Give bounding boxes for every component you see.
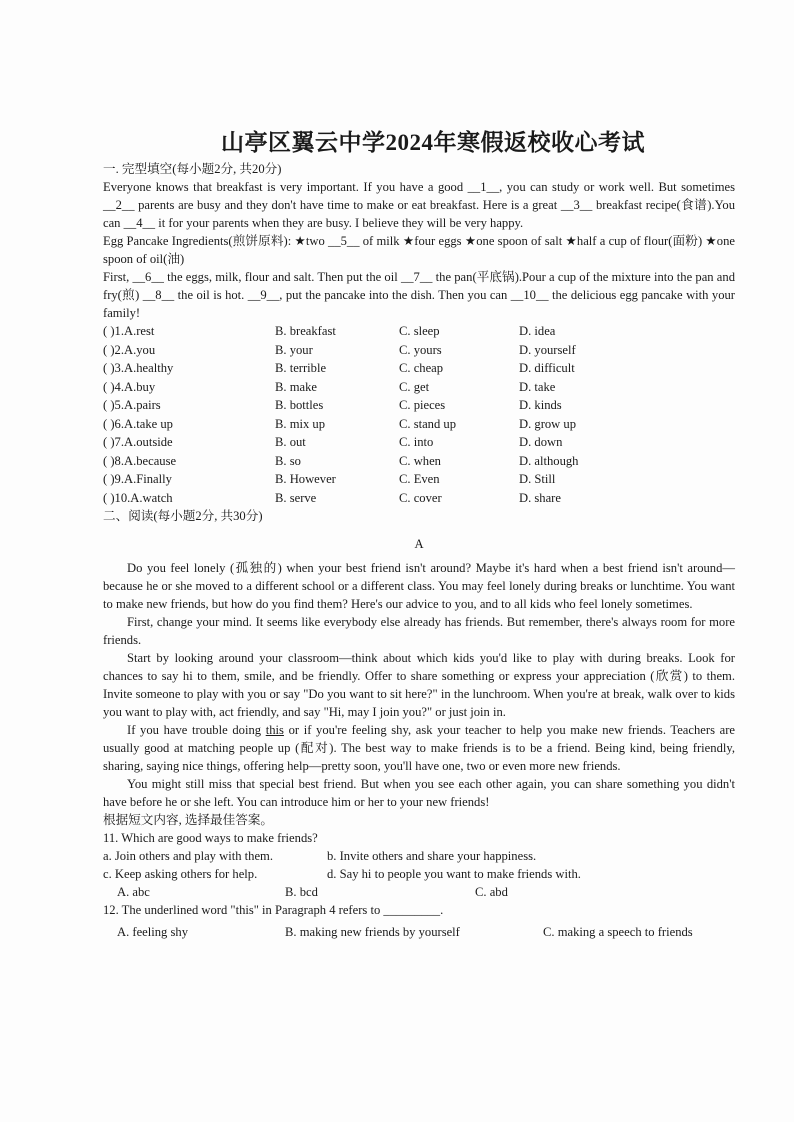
option-d: D. kinds xyxy=(519,398,562,412)
underlined-word: this xyxy=(265,723,284,737)
option-c: C. get xyxy=(399,379,430,394)
reading-passage xyxy=(103,559,735,829)
answer-a: A. feeling shy xyxy=(117,925,188,939)
option-row xyxy=(103,470,735,489)
option-b: B. breakfast xyxy=(275,324,336,338)
exam-content xyxy=(103,128,735,941)
question-instruction: 根据短文内容, 选择最佳答案。 xyxy=(103,813,274,827)
option-b: B. However xyxy=(275,472,336,486)
option-a: ( )6.A.take up xyxy=(103,416,173,431)
option-b: B. so xyxy=(275,453,301,468)
answer-a: A. abc xyxy=(117,885,150,899)
option-row xyxy=(103,341,735,360)
option-d: D. take xyxy=(519,379,556,394)
statement-b: b. Invite others and share your happiness. xyxy=(327,849,537,863)
option-b: B. terrible xyxy=(275,361,327,375)
option-a: ( )8.A.because xyxy=(103,453,177,468)
option-row xyxy=(103,396,735,415)
passage-label: A xyxy=(414,537,424,551)
option-a: ( )10.A.watch xyxy=(103,490,173,505)
option-d: D. down xyxy=(519,435,563,449)
option-row xyxy=(103,359,735,378)
section1-heading: 一. 完型填空(每小题2分, 共20分) xyxy=(103,162,282,176)
reading-paragraph-2: First, change your mind. It seems like everybody else already has friends. But remember, there's always room for more friends. xyxy=(103,615,735,647)
question-12-stem: 12. The underlined word "this" in Paragraph 4 refers to _________. xyxy=(103,903,444,917)
reading-paragraph-3: Start by looking around your classroom—think about which kids you'd like to play with during breaks. Look for chances to say hi to them, smile, and be friendly. Offer to share something or express your appreciation (欣赏) to them. Invite someone to play with you or say "Do you want to sit here?" in the lunchroom. When you're at break, walk over to kids you want to play with, act friendly, and say "Hi, may I join you?" or just join in. xyxy=(103,651,735,719)
cloze-paragraph-1: Everyone knows that breakfast is very important. If you have a good __1__, you can study or work well. But sometimes __2__ parents are busy and they don't have time to make or eat breakfast. Here is a great __3__ breakfast recipe(食谱).You can __4__ it for your parents when they are busy. I believe they will be very happy. xyxy=(103,180,735,230)
reading-paragraph-1: Do you feel lonely (孤独的) when your best friend isn't around? Maybe it's hard when a best friend isn't around—because he or she moved to a different school or a different class. You may feel lonely during breaks or lunchtime. You want to make new friends, but how do you find them? Here's our advice to you, and to all kids who feel lonely sometimes. xyxy=(103,561,735,611)
answer-c: C. abd xyxy=(475,885,508,899)
option-row xyxy=(103,322,735,341)
option-a: ( )2.A.you xyxy=(103,342,156,357)
option-b: B. bottles xyxy=(275,398,324,412)
option-row xyxy=(103,415,735,434)
question-11-statements-cd xyxy=(103,865,735,883)
option-row xyxy=(103,489,735,508)
option-c: C. sleep xyxy=(399,324,440,338)
statement-a: a. Join others and play with them. xyxy=(103,849,273,863)
option-d: D. idea xyxy=(519,324,556,338)
question-11-statements-ab xyxy=(103,847,735,865)
option-d: D. although xyxy=(519,453,579,468)
option-c: C. when xyxy=(399,453,441,468)
statement-d: d. Say hi to people you want to make friends with. xyxy=(327,867,581,881)
section2-heading: 二、阅读(每小题2分, 共30分) xyxy=(103,509,263,523)
answer-b: B. making new friends by yourself xyxy=(285,925,460,939)
option-c: C. cheap xyxy=(399,361,444,375)
reading-paragraph-5: You might still miss that special best friend. But when you see each other again, you can share something you didn't have before he or she left. You can introduce him or her to your new friends! xyxy=(103,777,735,809)
reading-paragraph-4 xyxy=(103,721,735,775)
option-row xyxy=(103,433,735,452)
question-12-answers xyxy=(103,923,735,941)
option-b: B. make xyxy=(275,379,317,394)
option-a: ( )3.A.healthy xyxy=(103,361,174,375)
option-c: C. yours xyxy=(399,342,442,357)
option-d: D. difficult xyxy=(519,361,575,375)
p4-text-after: or if you're feeling shy, ask your teacher to help you make new friends. Teachers are usually good at matching people up (配对). The best way to make friends is to be a friend. Being kind, being friendly, sharing, saying nice things, offering help—pretty soon, you'll have one, two or even more new friends. xyxy=(103,723,736,773)
question-11 xyxy=(103,829,735,901)
option-c: C. stand up xyxy=(399,416,457,431)
option-row xyxy=(103,452,735,471)
option-a: ( )5.A.pairs xyxy=(103,398,161,412)
option-d: D. share xyxy=(519,490,561,505)
question-12 xyxy=(103,901,735,941)
option-row xyxy=(103,378,735,397)
question-11-stem: 11. Which are good ways to make friends? xyxy=(103,831,318,845)
option-d: D. yourself xyxy=(519,342,576,357)
option-b: B. mix up xyxy=(275,416,326,431)
option-c: C. into xyxy=(399,435,434,449)
option-c: C. Even xyxy=(399,472,440,486)
option-a: ( )4.A.buy xyxy=(103,379,156,394)
cloze-paragraph-3: First, __6__ the eggs, milk, flour and salt. Then put the oil __7__ the pan(平底锅).Pour a cup of the mixture into the pan and fry(煎) __8__ the oil is hot. __9__, put the pancake into the dish. Then you can __10__ the delicious egg pancake with your family! xyxy=(103,270,735,320)
cloze-options xyxy=(103,322,735,507)
option-d: D. Still xyxy=(519,472,556,486)
option-c: C. pieces xyxy=(399,398,446,412)
option-a: ( )9.A.Finally xyxy=(103,472,172,486)
option-b: B. serve xyxy=(275,490,317,505)
exam-title: 山亭区翼云中学2024年寒假返校收心考试 xyxy=(221,130,645,155)
answer-c: C. making a speech to friends xyxy=(543,925,693,939)
statement-c: c. Keep asking others for help. xyxy=(103,867,258,881)
answer-b: B. bcd xyxy=(285,885,318,899)
option-a: ( )1.A.rest xyxy=(103,324,155,338)
p4-text-before: If you have trouble doing xyxy=(127,723,266,737)
option-a: ( )7.A.outside xyxy=(103,435,173,449)
option-b: B. your xyxy=(275,342,313,357)
option-d: D. grow up xyxy=(519,416,577,431)
option-c: C. cover xyxy=(399,490,442,505)
cloze-paragraph-2: Egg Pancake Ingredients(煎饼原料): ★two __5__ of milk ★four eggs ★one spoon of salt ★half a cup of flour(面粉) ★one spoon of oil(油) xyxy=(103,234,735,266)
option-b: B. out xyxy=(275,435,306,449)
question-11-answers xyxy=(103,883,735,901)
